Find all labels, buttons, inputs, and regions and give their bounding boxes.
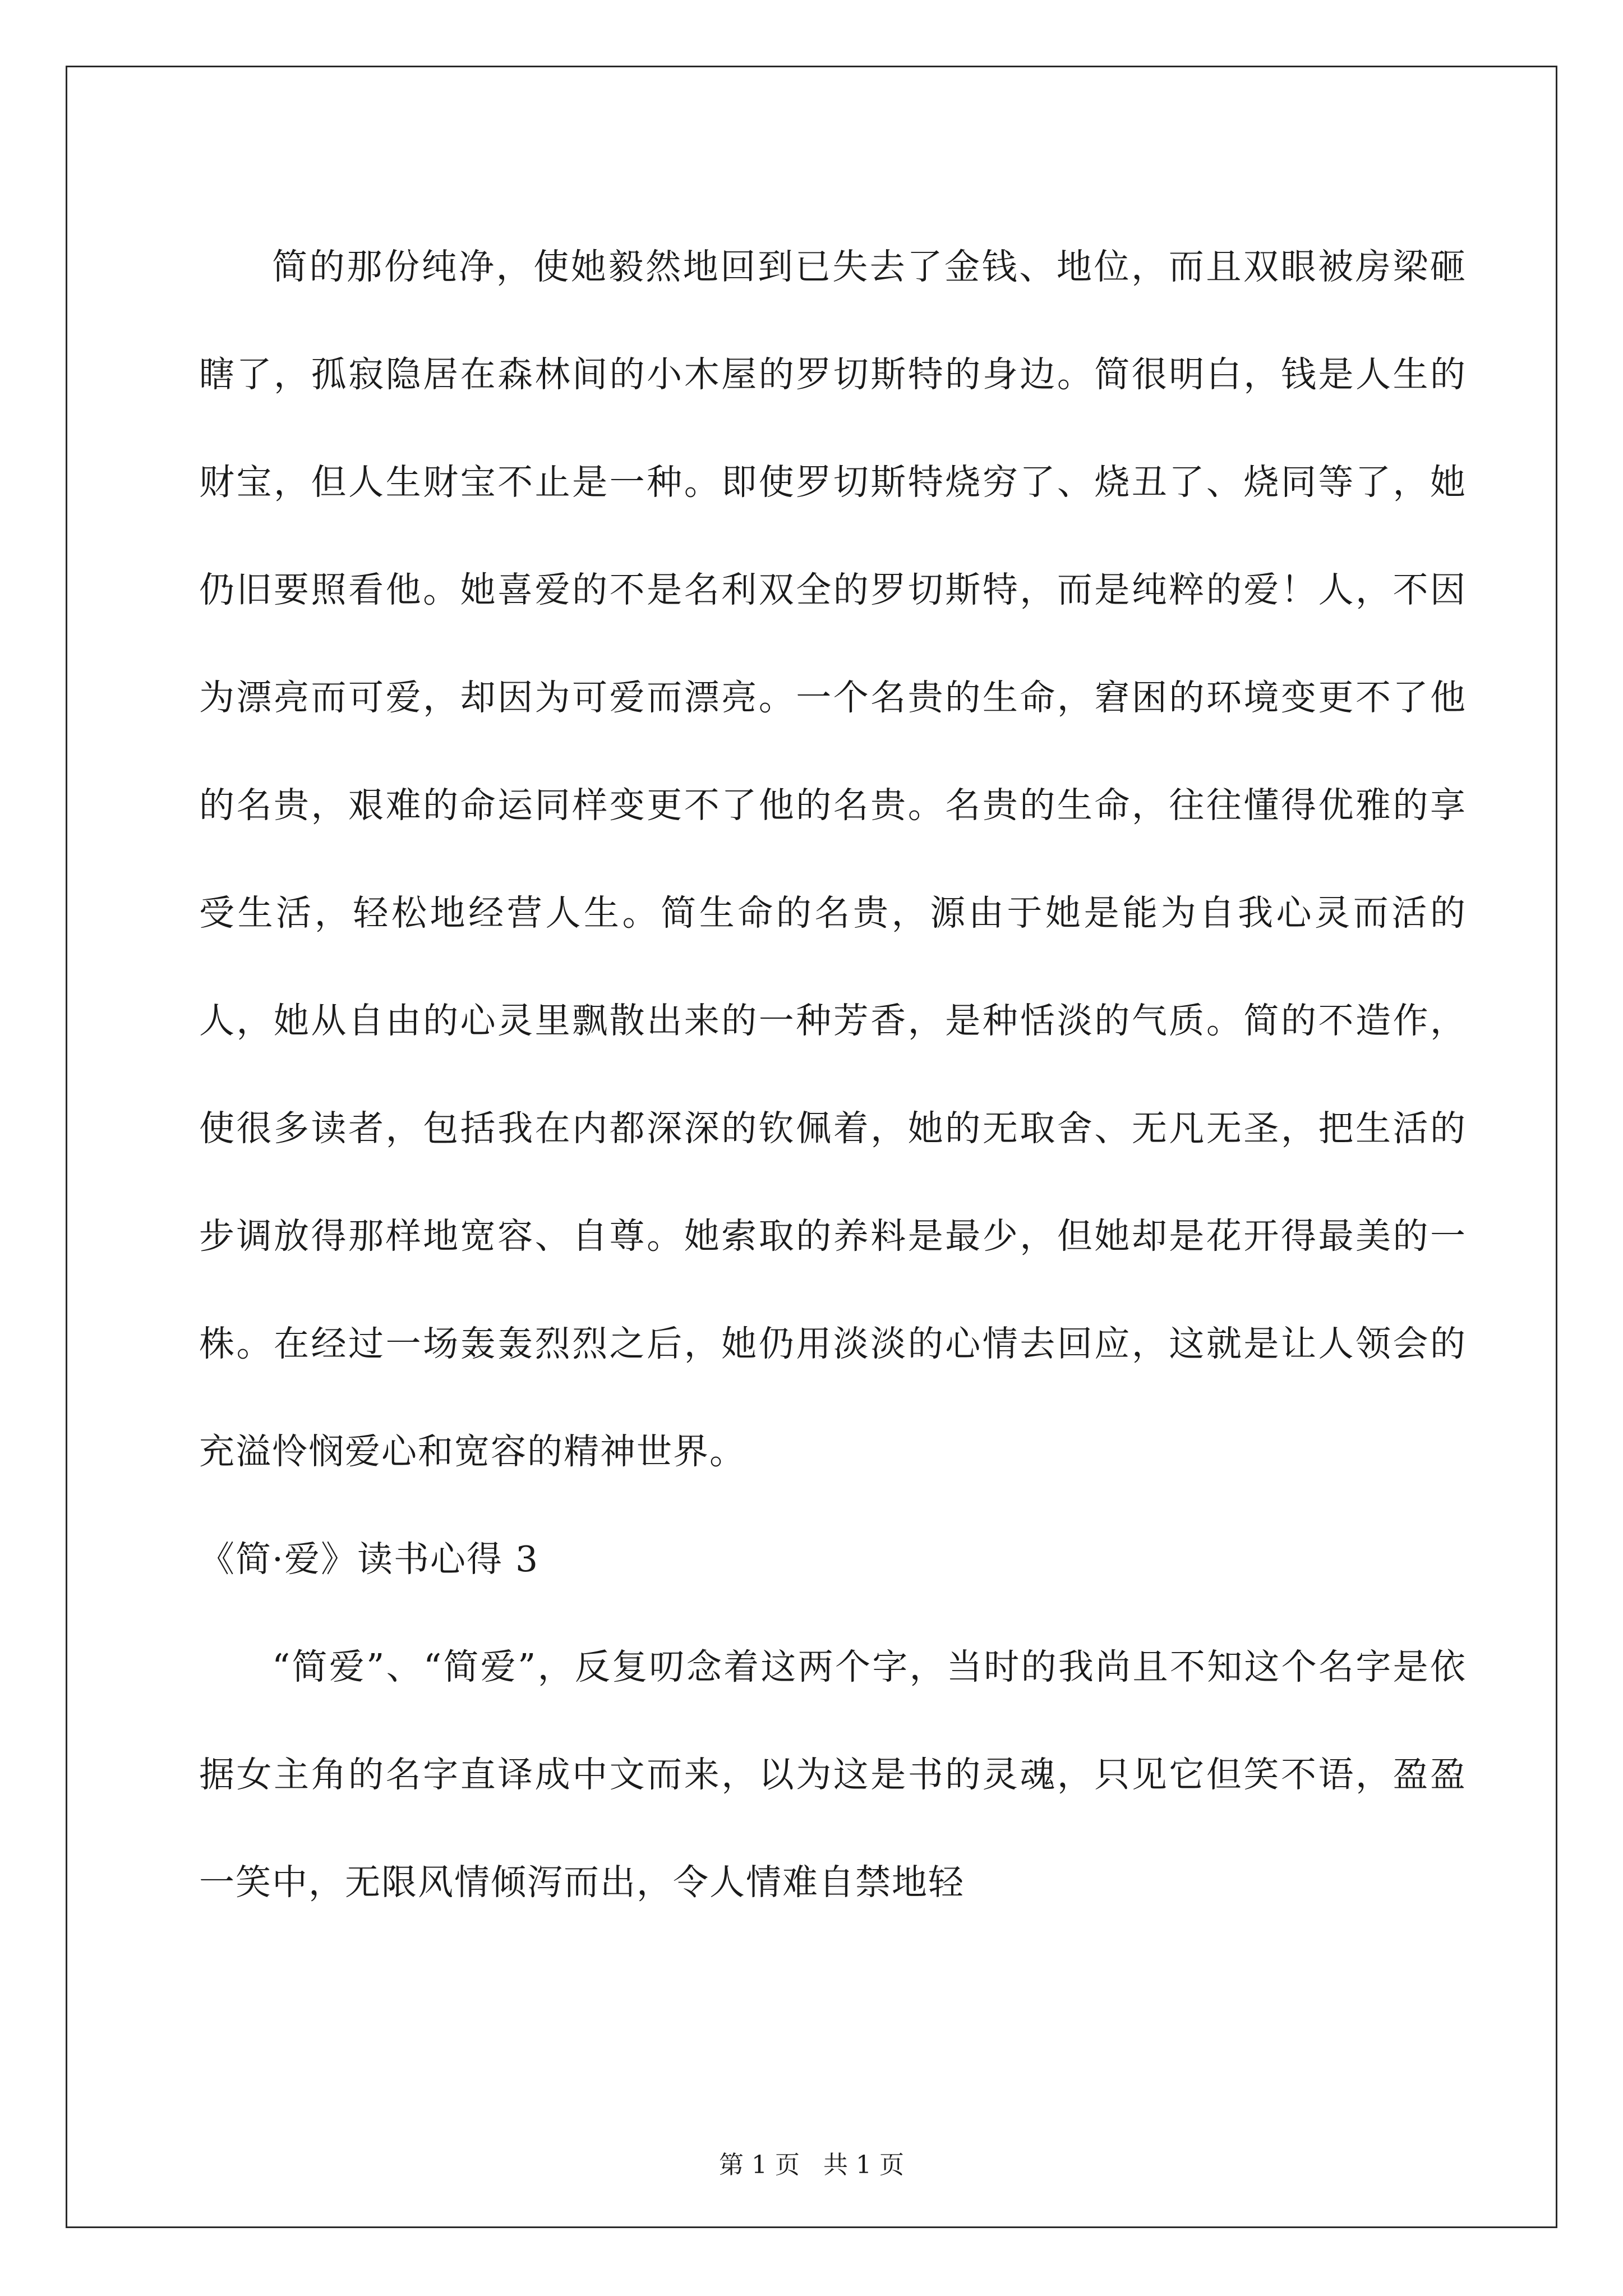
document-body	[199, 213, 1467, 1936]
page-footer	[0, 2148, 1623, 2182]
paragraph-1: 简的那份纯净，使她毅然地回到已失去了金钱、地位，而且双眼被房梁砸瞎了，孤寂隐居在森林间的小木屋的罗切斯特的身边。简很明白，钱是人生的财宝，但人生财宝不止是一种。即使罗切斯特烧穷了、烧丑了、烧同等了，她仍旧要照看他。她喜爱的不是名利双全的罗切斯特，而是纯粹的爱！人，不因为漂亮而可爱，却因为可爱而漂亮。一个名贵的生命，窘困的环境变更不了他的名贵，艰难的命运同样变更不了他的名贵。名贵的生命，往往懂得优雅的享受生活，轻松地经营人生。简生命的名贵，源由于她是能为自我心灵而活的人，她从自由的心灵里飘散出来的一种芳香，是种恬淡的气质。简的不造作，使很多读者，包括我在内都深深的钦佩着，她的无取舍、无凡无圣，把生活的步调放得那样地宽容、自尊。她索取的养料是最少，但她却是花开得最美的一株。在经过一场轰轰烈烈之后，她仍用淡淡的心情去回应，这就是让人领会的充溢怜悯爱心和宽容的精神世界。	[199, 246, 1467, 1472]
paragraph-2: “简爱”、“简爱”，反复叨念着这两个字，当时的我尚且不知这个名字是依据女主角的名字直译成中文而来，以为这是书的灵魂，只见它但笑不语，盈盈一笑中，无限风情倾泻而出，令人情难自禁地轻	[199, 1646, 1467, 1903]
page-number-current: 第 1 页	[719, 2151, 800, 2179]
page-number-total: 共 1 页	[823, 2151, 904, 2179]
section-heading: 《简·爱》读书心得 3	[199, 1539, 540, 1580]
